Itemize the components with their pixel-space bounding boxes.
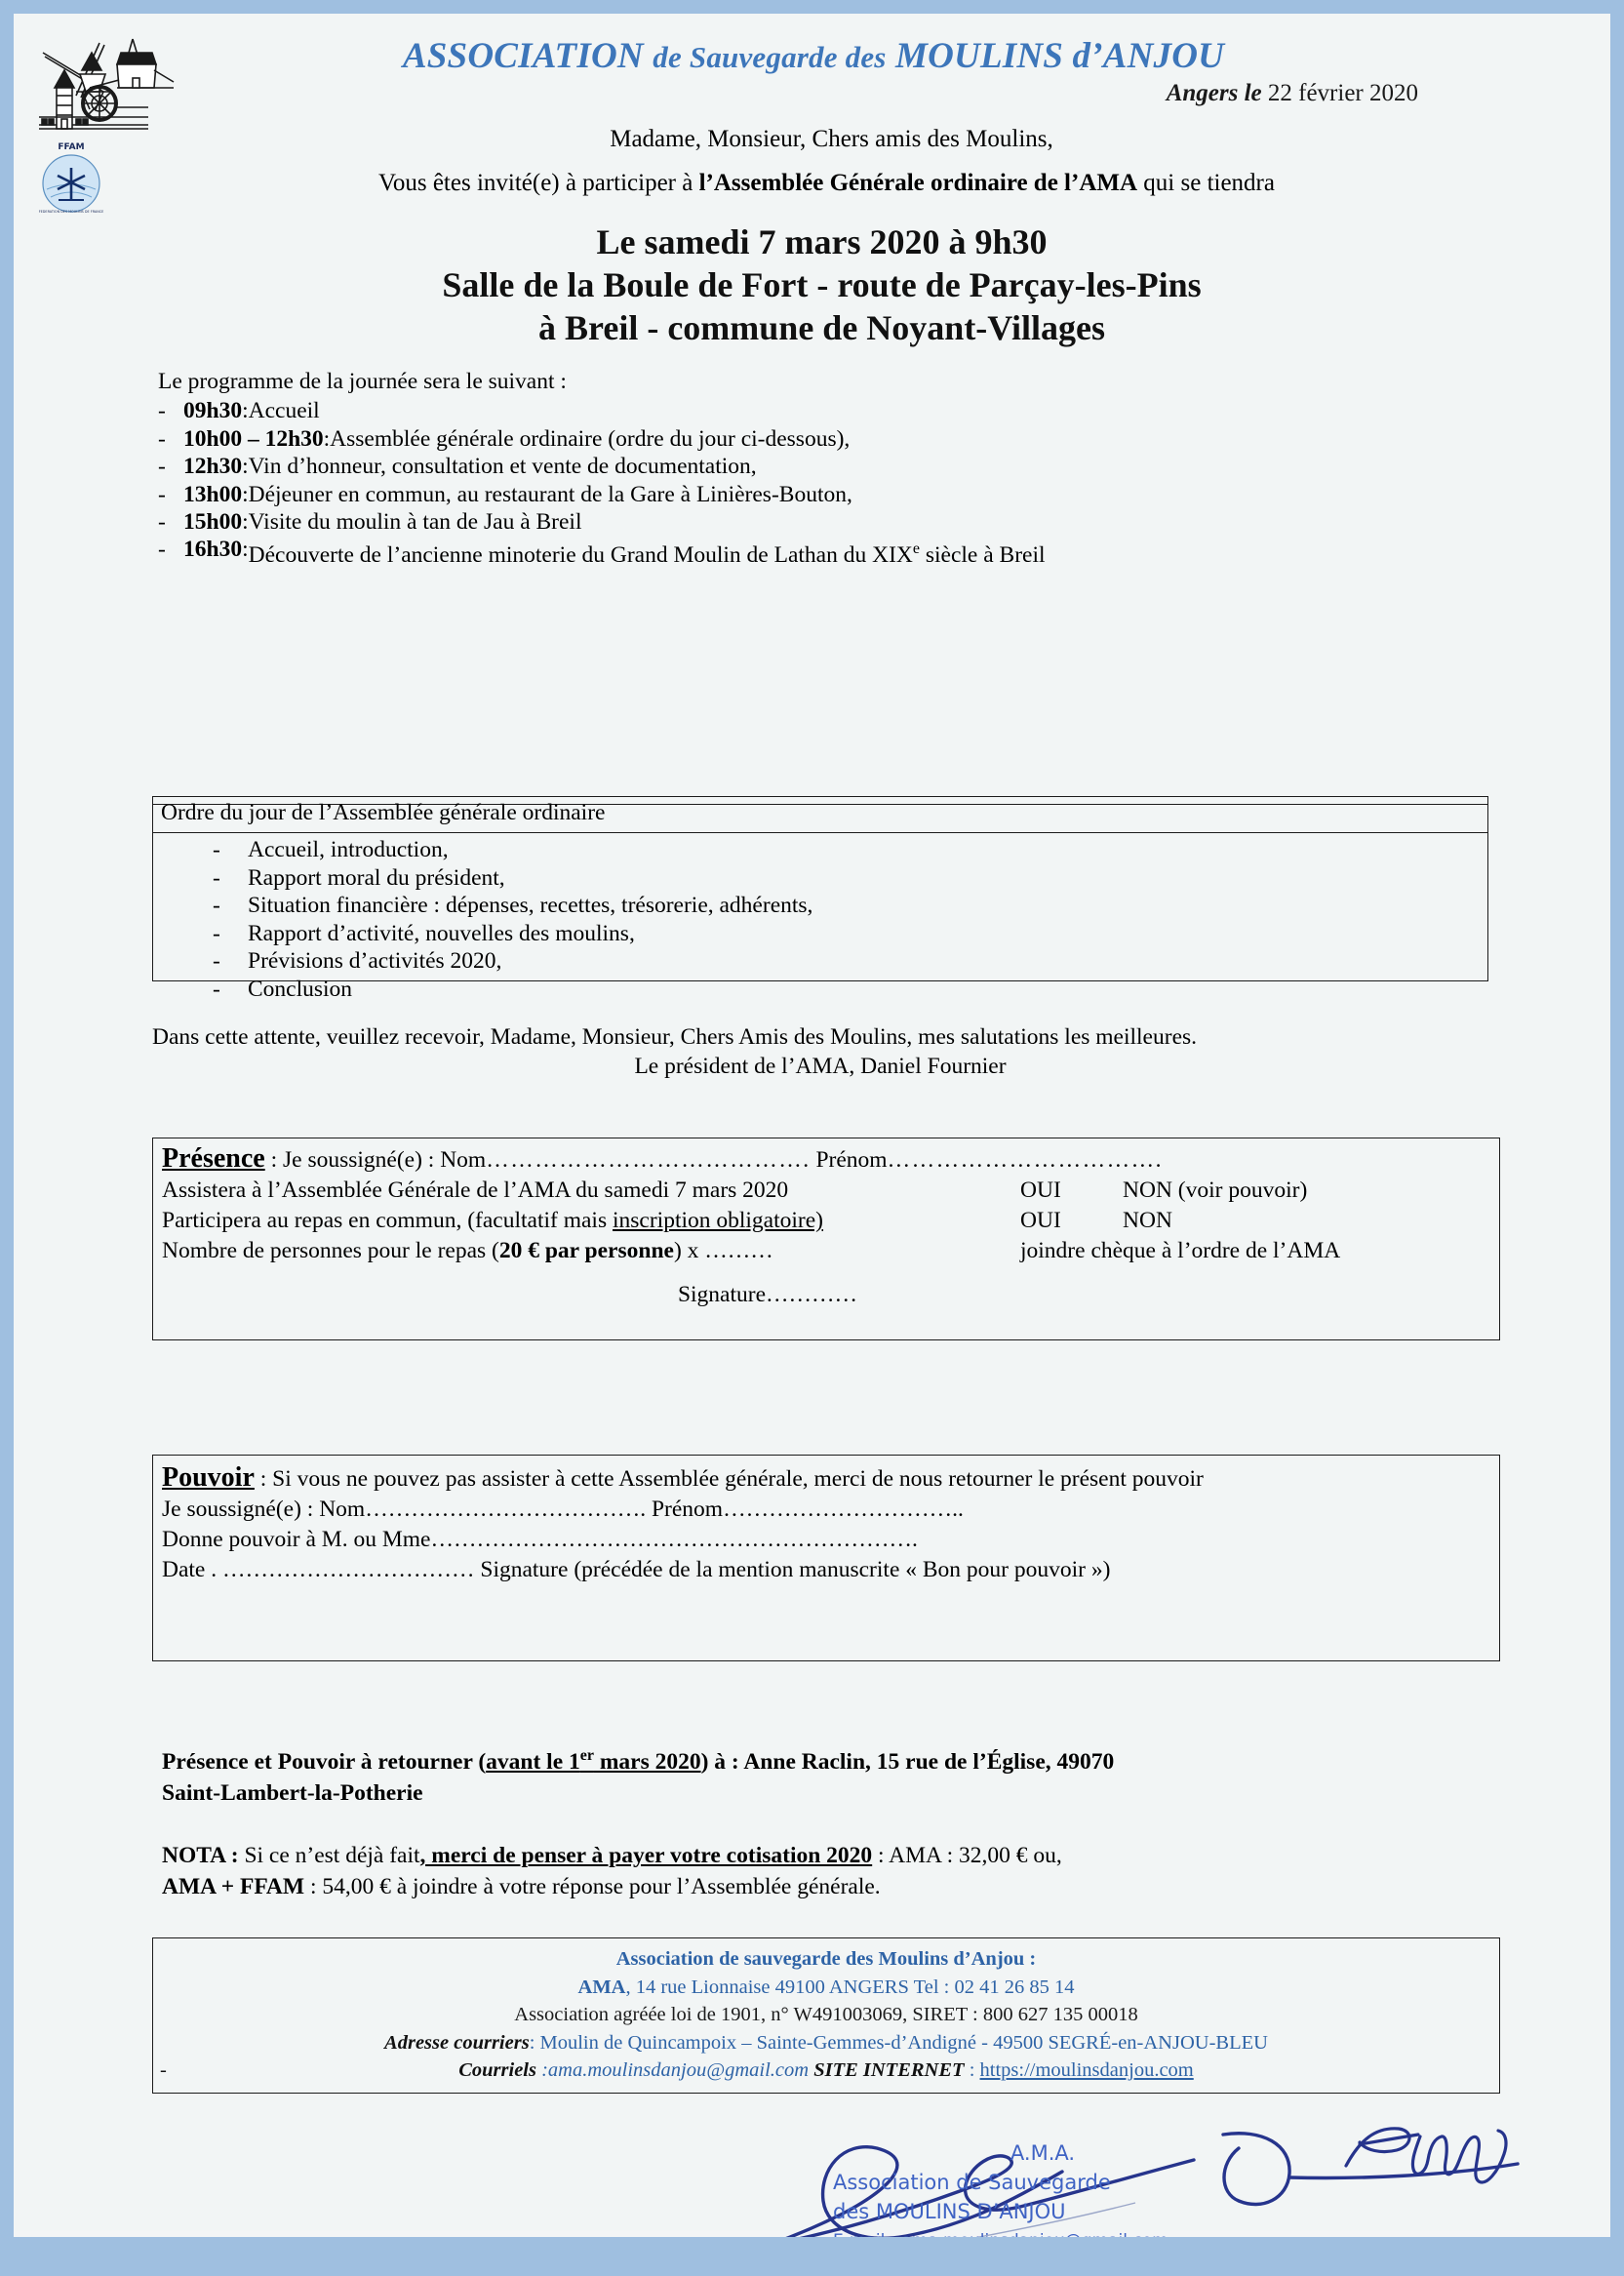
agenda-item-label: Rapport d’activité, nouvelles des moulins, <box>248 920 635 946</box>
programme-item <box>158 397 1485 424</box>
list-dash: - <box>213 976 220 1002</box>
ffam-caption: FFAM <box>58 142 85 152</box>
footer-content <box>152 1945 1500 2085</box>
pouvoir-heading: Pouvoir <box>162 1462 255 1493</box>
agenda-item-label: Situation financière : dépenses, recettes, trésorerie, adhérents, <box>248 893 813 919</box>
presence-prenom-dots[interactable]: ……………………………. <box>887 1147 1163 1173</box>
agenda-item <box>152 864 1488 893</box>
return-deadline <box>486 1749 700 1775</box>
return-line-2: Saint-Lambert-la-Potherie <box>162 1779 423 1806</box>
page-title <box>179 35 1447 77</box>
pouvoir-delegate-label: Donne pouvoir à M. ou Mme <box>162 1527 431 1552</box>
presence-signature-line[interactable]: Signature………… <box>677 1282 858 1307</box>
invite-after: qui se tiendra <box>1137 170 1275 196</box>
presence-heading-rest: : Je soussigné(e) : Nom <box>264 1147 487 1173</box>
closing-paragraph: Dans cette attente, veuillez recevoir, Madame, Monsieur, Chers Amis des Moulins, mes salutations les meilleures. <box>152 1024 1198 1050</box>
list-dash: - <box>158 398 166 424</box>
return-line-1 <box>162 1740 1488 1777</box>
programme-item-sep: : <box>242 481 249 507</box>
footer-address-rest: , 14 rue Lionnaise 49100 ANGERS Tel : 02 41 26 85 14 <box>625 1976 1075 1998</box>
pouvoir-delegate-row <box>162 1525 1508 1555</box>
footer-mail-address-rest: : Moulin de Quincampoix – Sainte-Gemmes-d’Andigné - 49500 SEGRÉ-en-ANJOU-BLEU <box>529 2031 1268 2054</box>
windmill-watermill-logo <box>31 31 178 139</box>
presence-prenom-label: Prénom <box>810 1147 888 1173</box>
list-dash: - <box>158 425 166 452</box>
pouvoir-prenom-label: Prénom <box>646 1497 724 1522</box>
presence-nom-dots[interactable]: …………………………………. <box>486 1147 811 1173</box>
list-dash: - <box>213 920 220 946</box>
agenda-title: Ordre du jour de l’Assemblée générale ordinaire <box>161 800 606 825</box>
presence-count-row <box>162 1236 1498 1266</box>
programme-item-time: 15h00 <box>183 509 243 536</box>
footer-leading-dash: - <box>160 2059 167 2081</box>
pouvoir-name-row <box>162 1495 1508 1525</box>
invitation-line <box>14 170 1610 197</box>
invite-bold: l’Assemblée Générale ordinaire de l’AMA <box>698 170 1138 196</box>
programme-item-time: 10h00 – 12h30 <box>183 425 324 452</box>
presence-count-label <box>162 1236 1020 1266</box>
nota-underlined: , merci de penser à payer votre cotisation 2020 <box>419 1843 873 1868</box>
return-deadline-text: avant le 1 <box>486 1748 580 1775</box>
programme-item-text: Accueil <box>248 398 320 424</box>
agenda-item-label: Accueil, introduction, <box>248 837 449 862</box>
programme-item-sep: : <box>242 454 249 480</box>
pouvoir-heading-row <box>162 1462 1508 1495</box>
programme-item-text: Déjeuner en commun, au restaurant de la Gare à Linières-Bouton, <box>248 481 852 507</box>
stamp-line-3: des MOULINS D’ANJOU <box>833 2200 1066 2223</box>
pouvoir-delegate-dots[interactable]: ………………………………………………………. <box>430 1527 918 1552</box>
footer-address-line <box>152 1974 1500 2002</box>
list-dash: - <box>213 864 220 891</box>
programme-item-sep: : <box>323 425 331 452</box>
nota-block <box>162 1840 1488 1902</box>
event-line-2: Salle de la Boule de Fort - route de Parçay-les-Pins <box>442 265 1202 304</box>
programme-item-sep: : <box>242 398 249 424</box>
footer-website-link[interactable]: https://moulinsdanjou.com <box>979 2059 1194 2081</box>
footer-courriels-label: Courriels <box>458 2059 536 2081</box>
presence-meal-underline: inscription obligatoire) <box>612 1208 824 1233</box>
assoc-title-part2: de Sauvegarde des <box>653 40 887 74</box>
nota-label: NOTA : <box>162 1843 245 1868</box>
agenda-item <box>152 976 1488 1004</box>
presence-attendance-label: Assistera à l’Assemblée Générale de l’AMA du samedi 7 mars 2020 <box>162 1178 789 1203</box>
date-line <box>696 80 1418 107</box>
date-value: 22 février 2020 <box>1267 80 1418 106</box>
programme-list <box>158 368 1485 570</box>
list-dash: - <box>213 837 220 862</box>
return-instructions <box>162 1740 1488 1809</box>
presence-attendance-yes[interactable]: OUI <box>1020 1178 1061 1203</box>
pouvoir-signature-note: Signature (précédée de la mention manuscrite « Bon pour pouvoir ») <box>480 1557 1111 1582</box>
page-bottom-border <box>14 2237 1610 2262</box>
footer-mail-address-line <box>152 2029 1500 2057</box>
agenda-item <box>152 920 1488 948</box>
date-label: Angers le <box>1166 80 1262 106</box>
return-pre: Présence et Pouvoir à retourner ( <box>162 1748 487 1775</box>
programme-item-time: 16h30 <box>183 537 243 563</box>
programme-item <box>158 508 1485 536</box>
agenda-item-label: Rapport moral du président, <box>248 864 505 891</box>
stamp-line-2: Association de Sauvegarde <box>833 2171 1111 2194</box>
agenda-item <box>152 947 1488 976</box>
presence-cheque-note: joindre chèque à l’ordre de l’AMA <box>1020 1238 1341 1263</box>
programme-item <box>158 481 1485 508</box>
paper-sheet <box>14 14 1610 2231</box>
stamp-line-1: A.M.A. <box>1010 2141 1076 2165</box>
programme-item-time: 13h00 <box>183 481 243 507</box>
presence-count-pre: Nombre de personnes pour le repas ( <box>162 1238 499 1263</box>
pouvoir-nom-label: Je soussigné(e) : Nom <box>162 1497 366 1522</box>
programme-item-ordinal: e <box>912 540 920 558</box>
document-page <box>14 14 1610 2262</box>
programme-intro: Le programme de la journée sera le suivant : <box>158 369 567 394</box>
footer-mail-address-label: Adresse courriers <box>384 2031 530 2054</box>
programme-item-time: 09h30 <box>183 398 243 424</box>
agenda-item <box>152 836 1488 864</box>
pouvoir-heading-rest: : Si vous ne pouvez pas assister à cette Assemblée générale, merci de nous retourner le présent pouvoir <box>254 1466 1204 1492</box>
footer-email[interactable]: :ama.moulinsdanjou@gmail.com <box>535 2059 814 2081</box>
nota-ama-ffam: AMA + FFAM <box>162 1874 305 1899</box>
programme-item-text <box>249 536 1046 569</box>
assoc-title-part1: ASSOCIATION <box>402 36 644 76</box>
footer-site-sep: : <box>964 2059 980 2081</box>
presence-name-row <box>162 1143 1498 1176</box>
presence-meal-label <box>162 1206 1020 1236</box>
nota-line-2 <box>162 1871 1488 1902</box>
programme-item-text-post: siècle à Breil <box>919 542 1046 569</box>
footer-ama-label: AMA <box>577 1976 626 1998</box>
programme-item-sep: : <box>242 509 249 536</box>
assoc-title-part3: MOULINS d’ANJOU <box>895 36 1225 76</box>
programme-item <box>158 425 1485 453</box>
presence-meal-row <box>162 1206 1498 1236</box>
presence-heading: Présence <box>162 1143 265 1174</box>
presence-count-mid[interactable]: ) x ……… <box>673 1238 773 1263</box>
agenda-title-bar <box>152 796 1488 833</box>
list-dash: - <box>213 893 220 919</box>
footer-site-label: SITE INTERNET <box>813 2059 965 2081</box>
event-line-1: Le samedi 7 mars 2020 à 9h30 <box>596 222 1048 261</box>
salutation: Madame, Monsieur, Chers amis des Moulins, <box>610 126 1053 152</box>
presence-meal-pre: Participera au repas en commun, (facultatif mais <box>162 1208 613 1233</box>
programme-item-text: Visite du moulin à tan de Jau à Breil <box>248 509 582 536</box>
pouvoir-prenom-dots[interactable]: ………………………….. <box>723 1497 964 1522</box>
list-dash: - <box>158 509 166 536</box>
pouvoir-date-row <box>162 1555 1508 1585</box>
nota-line-1 <box>162 1840 1488 1871</box>
pouvoir-date-field[interactable]: Date . …………………………… <box>162 1557 481 1582</box>
svg-text:FEDERATION DES MOULINS DE FRAN: FEDERATION DES MOULINS DE FRANCE <box>38 210 104 214</box>
return-deadline-ordinal: er <box>579 1747 594 1764</box>
nota-ama-ffam-rest: : 54,00 € à joindre à votre réponse pour l’Assemblée générale. <box>304 1874 881 1899</box>
footer-legal-line: Association agréée loi de 1901, n° W491003069, SIRET : 800 627 135 00018 <box>514 2004 1138 2025</box>
presence-meal-yes[interactable]: OUI <box>1020 1208 1061 1233</box>
president-signature-line: Le président de l’AMA, Daniel Fournier <box>634 1054 1007 1079</box>
agenda-list <box>152 836 1488 1004</box>
presence-meal-no[interactable]: NON <box>1123 1208 1172 1233</box>
nota-text-1: Si ce n’est déjà fait <box>244 1843 420 1868</box>
return-post: ) à : Anne Raclin, 15 rue de l’Église, 49070 <box>700 1748 1115 1775</box>
list-dash: - <box>158 537 166 563</box>
nota-text-2: : AMA : 32,00 € ou, <box>872 1843 1062 1868</box>
pouvoir-nom-dots[interactable]: ………………………………. <box>365 1497 647 1522</box>
footer-association-name: Association de sauvegarde des Moulins d’Anjou : <box>615 1948 1037 1970</box>
list-dash: - <box>158 454 166 480</box>
programme-item-text: Assemblée générale ordinaire (ordre du jour ci-dessous), <box>330 425 851 452</box>
programme-item-sep: : <box>242 537 249 563</box>
presence-attendance-row <box>162 1176 1498 1206</box>
programme-item-text-pre: Découverte de l’ancienne minoterie du Grand Moulin de Lathan du XIX <box>248 542 913 569</box>
list-dash: - <box>158 481 166 507</box>
event-heading <box>14 220 1610 349</box>
presence-attendance-no[interactable]: NON (voir pouvoir) <box>1123 1178 1308 1203</box>
invite-before: Vous êtes invité(e) à participer à <box>378 170 699 196</box>
agenda-item-label: Prévisions d’activités 2020, <box>248 948 502 975</box>
presence-price: 20 € par personne <box>498 1238 674 1263</box>
event-line-3: à Breil - commune de Noyant-Villages <box>538 308 1105 347</box>
programme-item <box>158 453 1485 480</box>
list-dash: - <box>213 948 220 975</box>
programme-item-time: 12h30 <box>183 454 243 480</box>
agenda-item <box>152 892 1488 920</box>
agenda-item-label: Conclusion <box>248 976 353 1002</box>
programme-item <box>158 536 1485 569</box>
footer-contact-line <box>152 2056 1500 2085</box>
presence-content <box>162 1143 1498 1266</box>
return-deadline-month: mars 2020 <box>593 1748 701 1775</box>
pouvoir-content <box>162 1462 1508 1585</box>
programme-item-text: Vin d’honneur, consultation et vente de documentation, <box>248 454 757 480</box>
